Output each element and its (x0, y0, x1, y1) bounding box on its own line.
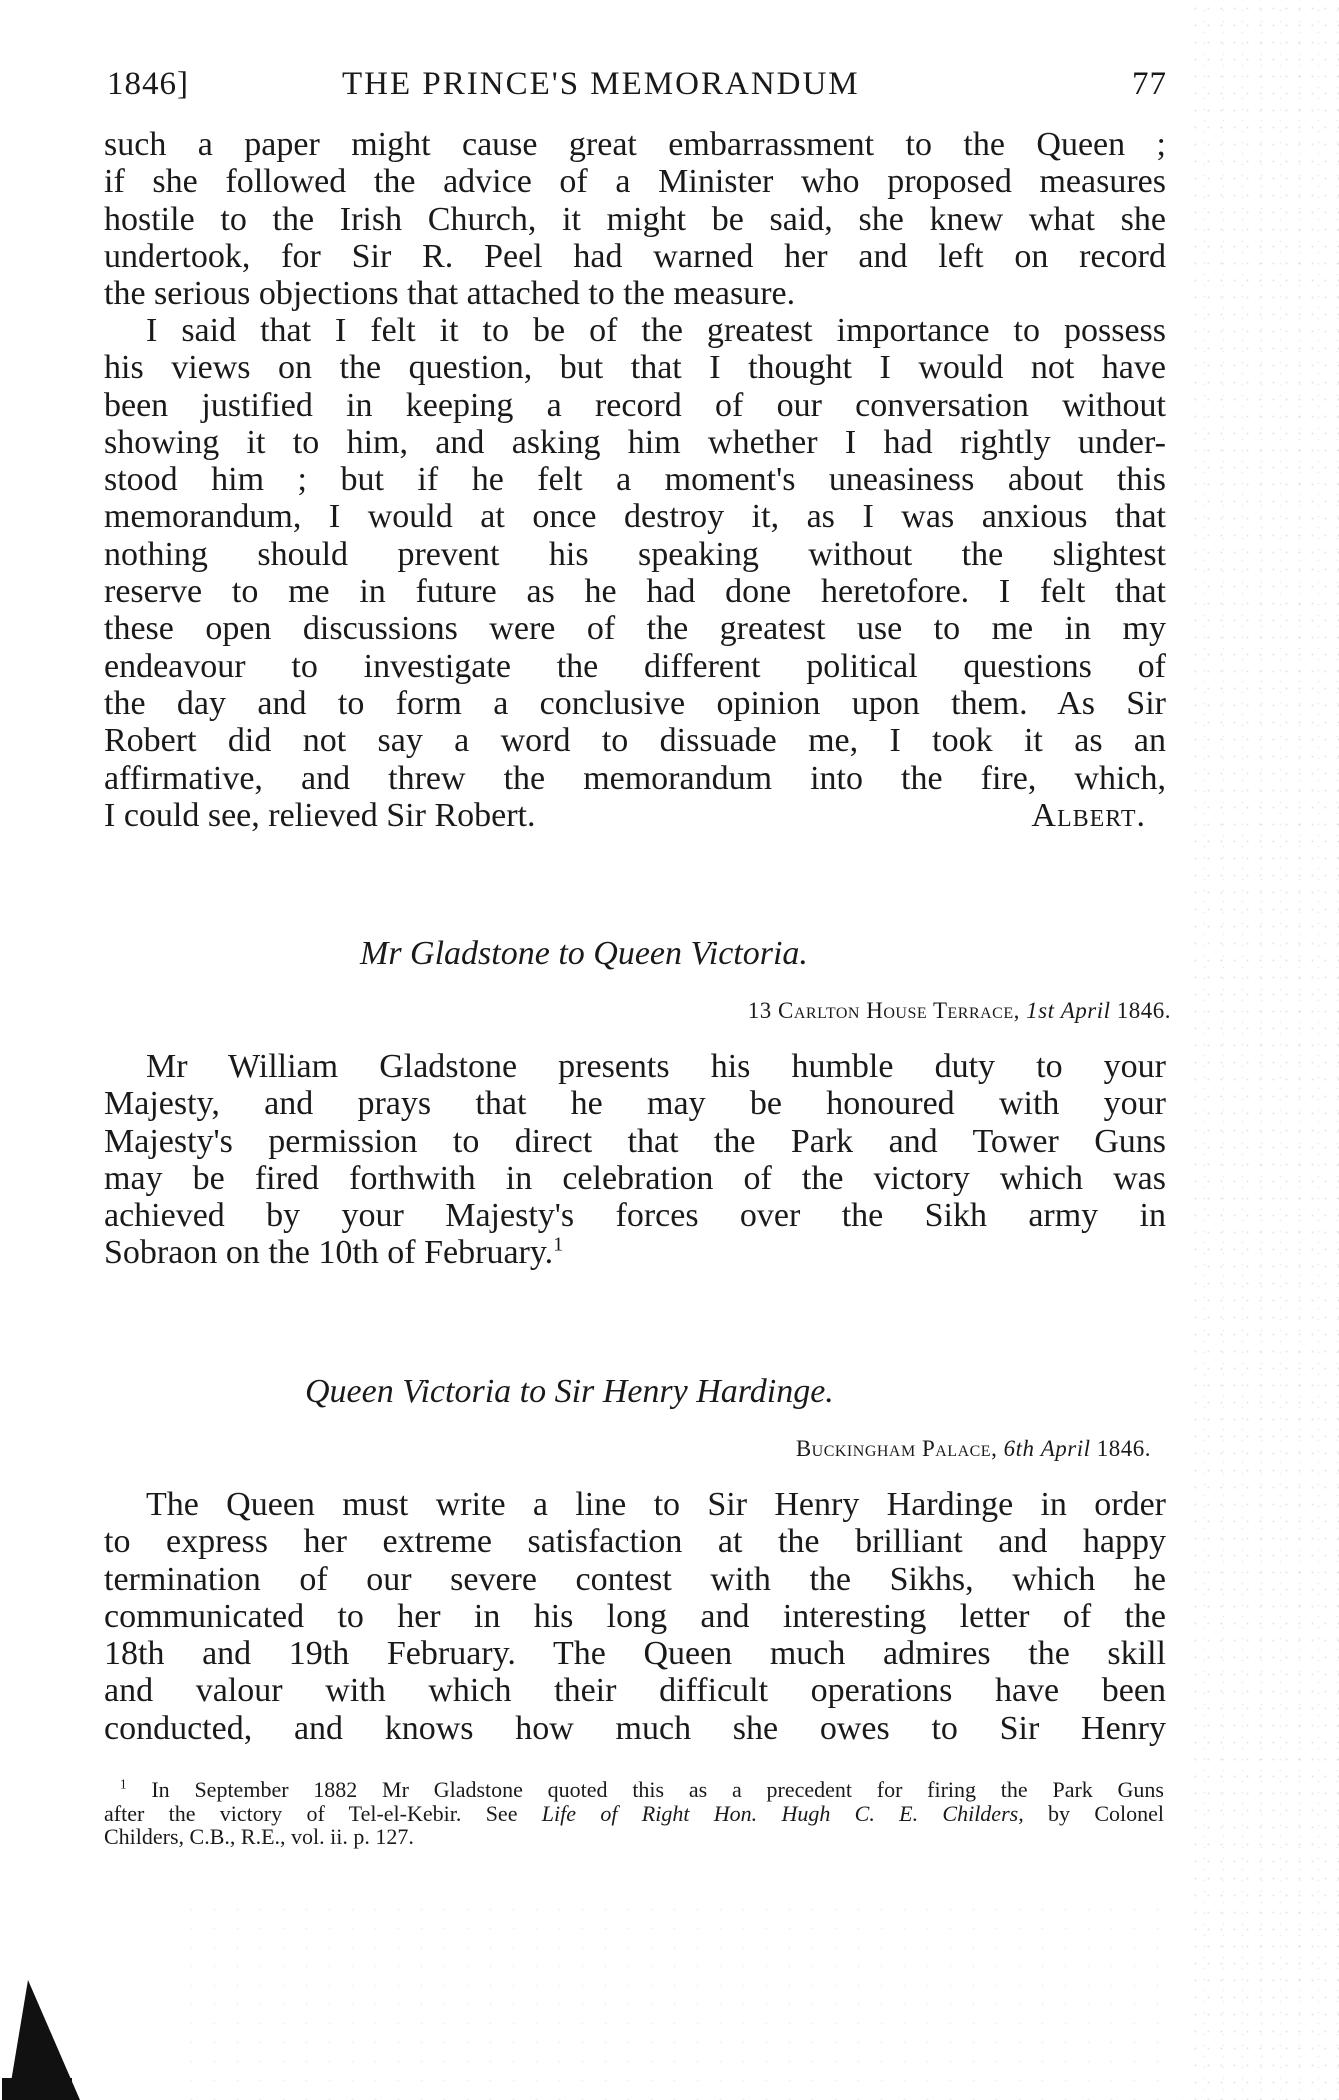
text-line: Majesty's permission to direct that the Park and Tower Guns (104, 1122, 1166, 1160)
text-line: communicated to her in his long and interesting letter of the (104, 1597, 1166, 1635)
text-line: endeavour to investigate the different political questions of (104, 647, 1166, 685)
signature: Albert. (1031, 796, 1146, 834)
memo-paragraph-1 (104, 126, 1166, 312)
text-line: affirmative, and threw the memorandum into the fire, which, (104, 759, 1166, 797)
footnote-text: after the victory of Tel-el-Kebir. See (104, 1800, 518, 1826)
dateline-day: 1st (1026, 998, 1055, 1023)
footnote-line (104, 1802, 1164, 1826)
text-line: these open discussions were of the greatest use to me in my (104, 610, 1166, 648)
footnote-reference: 1 (553, 1234, 564, 1257)
footnote-marker: 1 (120, 1776, 127, 1792)
text-line: reserve to me in future as he had done heretofore. I felt that (104, 573, 1166, 611)
text-line-with-footnote-ref (104, 1234, 1166, 1271)
dateline-place: Buckingham Palace, (795, 1436, 998, 1461)
text-line: termination of our severe contest with the Sikhs, which he (104, 1560, 1166, 1598)
text-line: undertook, for Sir R. Peel had warned her and left on record (104, 237, 1166, 275)
text-line: such a paper might cause great embarrassment to the Queen ; (104, 126, 1166, 163)
text-line: memorandum, I would at once destroy it, as I was anxious that (104, 498, 1166, 536)
footnote (104, 1778, 1164, 1849)
dateline-year: 1846. (1096, 1436, 1151, 1461)
scan-noise (1189, 0, 1339, 2100)
text-line: been justified in keeping a record of our conversation without (104, 386, 1166, 424)
text-line: may be fired forthwith in celebration of the victory which was (104, 1159, 1166, 1197)
dateline-day: 6th (1003, 1436, 1035, 1461)
text-line: conducted, and knows how much she owes to Sir Henry (104, 1709, 1166, 1747)
text-line: to express her extreme satisfaction at the brilliant and happy (104, 1523, 1166, 1561)
header-title: THE PRINCE'S MEMORANDUM (342, 66, 860, 102)
dateline-month: April (1040, 1436, 1091, 1461)
text-line: 18th and 19th February. The Queen much admires the skill (104, 1635, 1166, 1673)
dateline-month: April (1060, 998, 1111, 1023)
text-line: stood him ; but if he felt a moment's uneasiness about this (104, 461, 1166, 499)
text-line: his views on the question, but that I thought I would not have (104, 349, 1166, 387)
page-number: 77 (1132, 66, 1167, 102)
running-header (107, 66, 1167, 112)
signature-line (104, 797, 1166, 834)
text-line: the serious objections that attached to the measure. (104, 275, 796, 313)
dateline-year: 1846. (1116, 998, 1171, 1023)
text-line: if she followed the advice of a Minister who proposed measures (104, 163, 1166, 201)
text-line: hostile to the Irish Church, it might be said, she knew what she (104, 200, 1166, 238)
dateline-place: 13 Carlton House Terrace, (747, 998, 1020, 1023)
scan-noise-bottom (180, 1900, 1180, 2100)
memo-paragraph-2 (104, 312, 1166, 834)
dateline (748, 998, 1171, 1024)
dateline (796, 1436, 1151, 1462)
letter-heading: Mr Gladstone to Queen Victoria. (360, 935, 808, 972)
text-line: the day and to form a conclusive opinion upon them. As Sir (104, 684, 1166, 722)
footnote-text: by Colonel (1048, 1800, 1165, 1826)
text-line: achieved by your Majesty's forces over the Sikh army in (104, 1197, 1166, 1235)
footnote-line: Childers, C.B., R.E., vol. ii. p. 127. (104, 1824, 414, 1849)
scan-artifact-base (2, 2078, 72, 2100)
header-year: 1846] (107, 66, 189, 102)
text-line: Mr William Gladstone presents his humble duty to your (146, 1048, 1166, 1085)
letter-body (104, 1486, 1166, 1747)
text-line: The Queen must write a line to Sir Henry Hardinge in order (146, 1486, 1166, 1523)
text-line: Robert did not say a word to dissuade me, I took it as an (104, 722, 1166, 760)
footnote-text: In September 1882 Mr Gladstone quoted this as a precedent for firing the Park Guns (151, 1777, 1164, 1802)
text-line: I could see, relieved Sir Robert. (104, 796, 536, 834)
letter-heading: Queen Victoria to Sir Henry Hardinge. (305, 1373, 834, 1410)
text-line: Sobraon on the 10th of February. (104, 1234, 554, 1272)
text-line: and valour with which their difficult operations have been (104, 1672, 1166, 1710)
text-line: showing it to him, and asking him whether I had rightly under- (104, 423, 1166, 461)
footnote-line (104, 1778, 1164, 1802)
text-line: Majesty, and prays that he may be honoured with your (104, 1085, 1166, 1123)
text-line: nothing should prevent his speaking without the slightest (104, 535, 1166, 573)
text-line: I said that I felt it to be of the greatest importance to possess (146, 312, 1166, 349)
footnote-citation-title: Life of Right Hon. Hugh C. E. Childers, (541, 1800, 1024, 1826)
letter-body (104, 1048, 1166, 1272)
